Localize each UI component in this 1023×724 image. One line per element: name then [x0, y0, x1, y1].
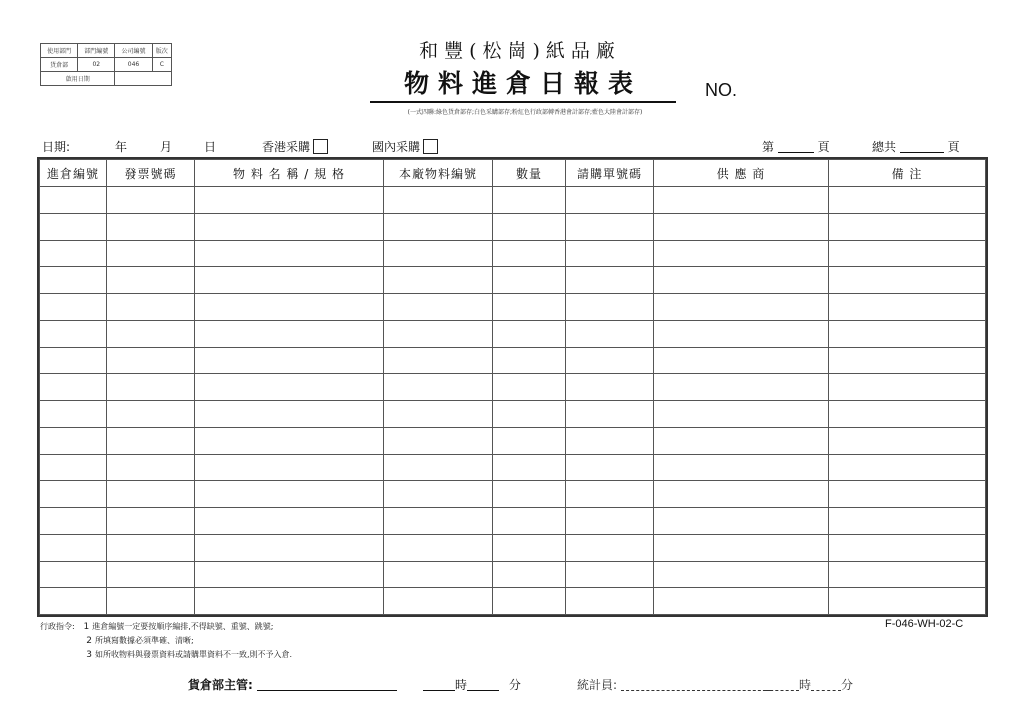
table-cell[interactable] [829, 213, 986, 240]
table-cell[interactable] [654, 481, 829, 508]
table-row [40, 240, 986, 267]
table-cell[interactable] [829, 240, 986, 267]
col-material-code: 本廠物料編號 [384, 160, 493, 187]
table-cell[interactable] [40, 454, 107, 481]
warehouse-manager-time [423, 676, 521, 693]
table-cell[interactable] [107, 534, 195, 561]
table-cell[interactable] [40, 481, 107, 508]
table-cell[interactable] [40, 267, 107, 294]
table-cell[interactable] [566, 187, 654, 214]
col-quantity: 數量 [493, 160, 566, 187]
table-cell[interactable] [829, 561, 986, 588]
table-cell[interactable] [40, 561, 107, 588]
table-cell[interactable] [829, 508, 986, 535]
table-cell[interactable] [829, 374, 986, 401]
total-prefix: 總共 [872, 140, 897, 154]
note-number: 1 [83, 622, 90, 632]
table-header-row [40, 160, 986, 187]
table-cell[interactable] [829, 454, 986, 481]
table-row [40, 401, 986, 428]
table-cell[interactable] [566, 320, 654, 347]
ctrl-header-version: 版次 [152, 44, 171, 58]
ctrl-dept-no-value: 02 [78, 58, 115, 72]
table-cell[interactable] [107, 240, 195, 267]
table-cell[interactable] [195, 401, 384, 428]
table-cell[interactable] [40, 401, 107, 428]
ctrl-start-date-label: 啟用日期 [41, 72, 115, 86]
statistician-input[interactable] [621, 690, 771, 691]
table-cell[interactable] [40, 213, 107, 240]
notes-label: 行政指令: [40, 622, 75, 631]
page-number-input[interactable] [778, 152, 814, 153]
table-cell[interactable] [195, 294, 384, 321]
total-pages-field [872, 138, 960, 155]
ctrl-company-no-value: 046 [115, 58, 152, 72]
table-cell[interactable] [654, 187, 829, 214]
table-cell[interactable] [40, 320, 107, 347]
table-cell[interactable] [566, 454, 654, 481]
table-cell[interactable] [107, 294, 195, 321]
table-cell[interactable] [566, 401, 654, 428]
table-cell[interactable] [384, 454, 493, 481]
table-cell[interactable] [384, 401, 493, 428]
col-invoice-no: 發票號碼 [107, 160, 195, 187]
hour-label-2: 時 [799, 678, 812, 692]
table-cell[interactable] [566, 267, 654, 294]
page-unit: 頁 [817, 140, 830, 154]
table-cell[interactable] [829, 534, 986, 561]
table-cell[interactable] [493, 561, 566, 588]
table-cell[interactable] [384, 481, 493, 508]
table-cell[interactable] [195, 508, 384, 535]
table-cell[interactable] [40, 374, 107, 401]
table-cell[interactable] [493, 187, 566, 214]
table-row [40, 213, 986, 240]
domestic-purchase-option[interactable] [372, 138, 438, 155]
table-row [40, 561, 986, 588]
table-cell[interactable] [40, 508, 107, 535]
table-cell[interactable] [493, 588, 566, 615]
minute-label: 分 [508, 678, 521, 692]
table-cell[interactable] [493, 294, 566, 321]
table-cell[interactable] [40, 347, 107, 374]
table-cell[interactable] [493, 481, 566, 508]
ctrl-header-company-no: 公司編號 [115, 44, 152, 58]
table-cell[interactable] [384, 347, 493, 374]
table-cell[interactable] [654, 374, 829, 401]
table-cell[interactable] [493, 454, 566, 481]
table-cell[interactable] [384, 213, 493, 240]
table-cell[interactable] [566, 374, 654, 401]
form-title: 物料進倉日報表 [370, 64, 676, 103]
ctrl-version-value: C [152, 58, 171, 72]
page-prefix: 第 [762, 140, 775, 154]
statistician-hour-input[interactable] [765, 690, 799, 691]
form-code: F-046-WH-02-C [885, 618, 964, 630]
table-cell[interactable] [107, 588, 195, 615]
table-cell[interactable] [493, 427, 566, 454]
document-control-box [40, 43, 172, 86]
col-requisition-no: 請購單號碼 [566, 160, 654, 187]
note-number: 3 [86, 650, 92, 660]
table-cell[interactable] [493, 534, 566, 561]
table-cell[interactable] [829, 294, 986, 321]
table-cell[interactable] [40, 427, 107, 454]
day-label: 日 [204, 140, 217, 154]
col-remarks: 備 注 [829, 160, 986, 187]
table-cell[interactable] [384, 320, 493, 347]
table-cell[interactable] [493, 267, 566, 294]
table-cell[interactable] [493, 213, 566, 240]
warehouse-manager-label: 貨倉部主管: [188, 678, 253, 692]
month-label: 月 [160, 140, 173, 154]
table-cell[interactable] [195, 374, 384, 401]
table-cell[interactable] [384, 187, 493, 214]
table-cell[interactable] [195, 187, 384, 214]
note-item: 如所收物料與發票資料或請購單資料不一致,則不予入倉. [95, 650, 293, 659]
table-cell[interactable] [654, 508, 829, 535]
table-cell[interactable] [107, 374, 195, 401]
table-cell[interactable] [829, 267, 986, 294]
col-receipt-no: 進倉編號 [40, 160, 107, 187]
company-name: 和豐(松崗)紙品廠 [419, 40, 621, 62]
table-cell[interactable] [654, 347, 829, 374]
page-number-field [762, 138, 830, 155]
table-cell[interactable] [384, 294, 493, 321]
admin-instructions [40, 620, 292, 662]
table-cell[interactable] [654, 320, 829, 347]
table-cell[interactable] [40, 187, 107, 214]
table-cell[interactable] [107, 508, 195, 535]
total-unit: 頁 [947, 140, 960, 154]
table-cell[interactable] [493, 401, 566, 428]
note-number: 2 [86, 636, 92, 646]
form-number-label: NO. [705, 80, 738, 100]
table-cell[interactable] [829, 481, 986, 508]
table-row [40, 374, 986, 401]
table-cell[interactable] [107, 267, 195, 294]
table-cell[interactable] [493, 374, 566, 401]
table-cell[interactable] [384, 240, 493, 267]
table-cell[interactable] [654, 588, 829, 615]
table-cell[interactable] [493, 347, 566, 374]
table-cell[interactable] [829, 588, 986, 615]
manager-hour-input[interactable] [423, 690, 455, 691]
table-cell[interactable] [107, 561, 195, 588]
table-cell[interactable] [40, 588, 107, 615]
table-cell[interactable] [566, 508, 654, 535]
table-cell[interactable] [566, 240, 654, 267]
table-row [40, 294, 986, 321]
table-cell[interactable] [654, 561, 829, 588]
hk-purchase-label: 香港采購 [262, 140, 311, 154]
year-label: 年 [115, 140, 128, 154]
table-cell[interactable] [107, 347, 195, 374]
table-cell[interactable] [107, 481, 195, 508]
table-cell[interactable] [40, 294, 107, 321]
statistician-label: 統計員: [577, 678, 618, 692]
table-cell[interactable] [40, 534, 107, 561]
table-cell[interactable] [829, 347, 986, 374]
warehouse-manager-signature [188, 676, 397, 693]
minute-label-2: 分 [841, 678, 854, 692]
table-row [40, 187, 986, 214]
date-label: 日期: [42, 140, 71, 154]
table-cell[interactable] [493, 240, 566, 267]
table-cell[interactable] [566, 294, 654, 321]
statistician-minute-input[interactable] [811, 690, 841, 691]
table-cell[interactable] [654, 294, 829, 321]
table-cell[interactable] [195, 588, 384, 615]
table-cell[interactable] [107, 401, 195, 428]
table-cell[interactable] [654, 267, 829, 294]
table-cell[interactable] [566, 534, 654, 561]
table-row [40, 508, 986, 535]
table-cell[interactable] [195, 240, 384, 267]
ctrl-header-dept-no: 部門編號 [78, 44, 115, 58]
table-cell[interactable] [107, 187, 195, 214]
table-cell[interactable] [654, 534, 829, 561]
table-row [40, 427, 986, 454]
note-item: 所填寫數據必須準確、清晰; [95, 636, 194, 645]
ctrl-header-dept: 使用部門 [41, 44, 78, 58]
table-cell[interactable] [195, 427, 384, 454]
table-cell[interactable] [493, 508, 566, 535]
table-cell[interactable] [107, 454, 195, 481]
table-cell[interactable] [195, 213, 384, 240]
table-cell[interactable] [195, 454, 384, 481]
table-cell[interactable] [829, 187, 986, 214]
table-cell[interactable] [654, 454, 829, 481]
manager-minute-input[interactable] [467, 690, 499, 691]
total-pages-input[interactable] [900, 152, 944, 153]
table-row [40, 534, 986, 561]
table-row [40, 320, 986, 347]
table-cell[interactable] [384, 588, 493, 615]
col-material-name-spec: 物 料 名 稱 / 規 格 [195, 160, 384, 187]
table-cell[interactable] [107, 213, 195, 240]
table-cell[interactable] [195, 561, 384, 588]
table-cell[interactable] [566, 561, 654, 588]
hk-purchase-checkbox[interactable] [313, 139, 328, 154]
receipt-table [37, 157, 988, 617]
table-cell[interactable] [384, 508, 493, 535]
table-cell[interactable] [107, 427, 195, 454]
table-cell[interactable] [195, 347, 384, 374]
table-cell[interactable] [384, 374, 493, 401]
table-cell[interactable] [566, 347, 654, 374]
table-cell[interactable] [566, 213, 654, 240]
copies-note: (一式四聯:綠色貨倉部存;白色采購部存;粉紅色行政部轉香港會計部存;藍色大陸會計部存) [407, 109, 643, 116]
domestic-purchase-label: 國內采購 [372, 140, 421, 154]
note-item: 進倉編號一定要按順序編排,不得缺號、重號、跳號; [92, 622, 274, 631]
col-supplier: 供 應 商 [654, 160, 829, 187]
table-row [40, 588, 986, 615]
table-row [40, 347, 986, 374]
table-cell[interactable] [384, 534, 493, 561]
ctrl-start-date-value[interactable] [115, 72, 172, 86]
table-cell[interactable] [384, 561, 493, 588]
table-cell[interactable] [654, 213, 829, 240]
table-cell[interactable] [195, 534, 384, 561]
warehouse-manager-input[interactable] [257, 690, 397, 691]
table-cell[interactable] [40, 240, 107, 267]
table-cell[interactable] [654, 427, 829, 454]
ctrl-dept-value: 貨倉部 [41, 58, 78, 72]
table-row [40, 267, 986, 294]
table-cell[interactable] [195, 267, 384, 294]
statistician-time [765, 676, 853, 693]
table-cell[interactable] [829, 320, 986, 347]
table-cell[interactable] [829, 401, 986, 428]
table-cell[interactable] [384, 427, 493, 454]
table-cell[interactable] [654, 401, 829, 428]
table-row [40, 454, 986, 481]
table-cell[interactable] [107, 320, 195, 347]
table-cell[interactable] [566, 481, 654, 508]
hk-purchase-option[interactable] [262, 138, 328, 155]
table-cell[interactable] [829, 427, 986, 454]
table-cell[interactable] [195, 320, 384, 347]
table-cell[interactable] [566, 588, 654, 615]
table-row [40, 481, 986, 508]
table-cell[interactable] [493, 320, 566, 347]
table-cell[interactable] [195, 481, 384, 508]
domestic-purchase-checkbox[interactable] [423, 139, 438, 154]
hour-label: 時 [455, 678, 468, 692]
table-cell[interactable] [384, 267, 493, 294]
statistician-signature [577, 676, 771, 693]
table-cell[interactable] [654, 240, 829, 267]
table-cell[interactable] [566, 427, 654, 454]
